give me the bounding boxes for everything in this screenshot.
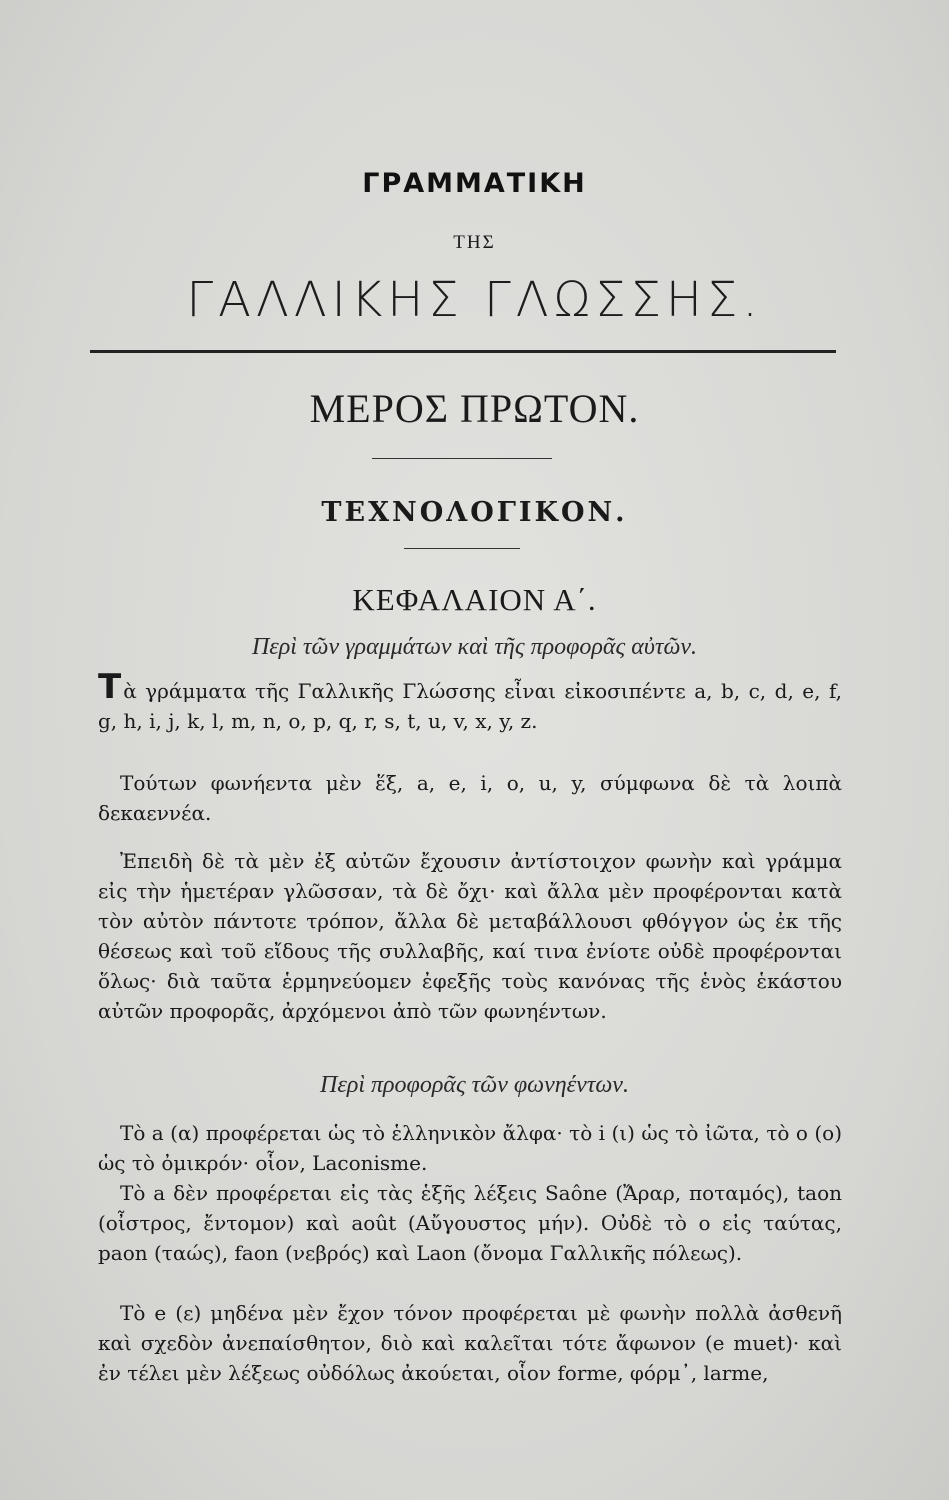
- subheading-vowel-pronunciation: Περὶ προφορᾶς τῶν φωνηέντων.: [320, 1072, 629, 1098]
- part-title: ΜΕΡΟΣ ΠΡΩΤΟΝ.: [309, 386, 640, 431]
- title-divider: [90, 350, 836, 353]
- chapter-subtitle: Περὶ τῶν γραμμάτων καὶ τῆς προφορᾶς αὐτῶν.: [251, 634, 698, 660]
- section-divider: [404, 548, 520, 549]
- paragraph-alphabet-text: ὰ γράμματα τῆς Γαλλικῆς Γλώσσης εἶναι εἰκοσιπέντε a, b, c, d, e, f, g, h, i, j, k, l, m, n, o, p, q, r, s, t, u, v, x, y, z.: [98, 679, 842, 733]
- title-article: ΤΗΣ: [453, 232, 496, 253]
- drop-cap: Τ: [98, 667, 122, 707]
- part-divider: [372, 458, 552, 459]
- paragraph-pronunciation-rules: Ἐπειδὴ δὲ τὰ μὲν ἐξ αὐτῶν ἔχουσιν ἀντίστοιχον φωνὴν καὶ γράμμα εἰς τὴν ἡμετέραν γλῶσσαν, τὰ δὲ ὄχι· καὶ ἄλλα μὲν προφέρονται κατὰ τὸν αὐτὸν πάντοτε τρόπον, ἄλλα δὲ μεταβάλλουσι φθόγγον ὡς ἐκ τῆς θέσεως καὶ τοῦ εἴδους τῆς συλλαβῆς, καί τινα ἐνίοτε οὐδὲ προφέρονται ὅλως· διὰ ταῦτα ἑρμηνεύομεν ἐφεξῆς τοὺς κανόνας τῆς ἑνὸς ἑκάστου αὐτῶν προφορᾶς, ἀρχόμενοι ἀπὸ τῶν φωνηέντων.: [98, 849, 842, 1023]
- paragraph-silent-a: Τὸ a δὲν προφέρεται εἰς τὰς ἑξῆς λέξεις Saône (Ἄραρ, ποταμός), taon (οἶστρος, ἔντομον) καὶ août (Αὔγουστος μήν). Οὐδὲ τὸ o εἰς ταύτας, paon (ταώς), faon (νεβρός) καὶ Laon (ὄνομα Γαλλικῆς πόλεως).: [98, 1181, 842, 1265]
- paragraph-e-muet: Τὸ e (ε) μηδένα μὲν ἔχον τόνον προφέρεται μὲ φωνὴν πολλὰ ἀσθενῆ καὶ σχεδὸν ἀνεπαίσθητον, διὸ καὶ καλεῖται τότε ἄφωνον (e muet)· καὶ ἐν τέλει μὲν λέξεως οὐδόλως ἀκούεται, οἷον forme, φόρμ᾽, larme,: [98, 1301, 842, 1385]
- title-language: ΓΑΛΛΙΚΗΣ ΓΛΩΣΣΗΣ.: [186, 272, 763, 328]
- chapter-title: ΚΕΦΑΛΑΙΟΝ Α΄.: [352, 582, 597, 617]
- paragraph-a-i-o: Τὸ a (α) προφέρεται ὡς τὸ ἑλληνικὸν ἄλφα· τὸ i (ι) ὡς τὸ ἰῶτα, τὸ o (ο) ὡς τὸ ὀμικρόν· οἷον, Laconisme.: [98, 1121, 842, 1175]
- book-title: ΓΡΑΜΜΑΤΙΚΗ: [362, 168, 587, 199]
- paragraph-vowels: Τούτων φωνήεντα μὲν ἕξ, a, e, i, o, u, y, σύμφωνα δὲ τὰ λοιπὰ δεκαεννέα.: [98, 771, 842, 825]
- section-title: ΤΕΧΝΟΛΟΓΙΚΟΝ.: [321, 497, 628, 528]
- paragraph-alphabet: [98, 667, 842, 736]
